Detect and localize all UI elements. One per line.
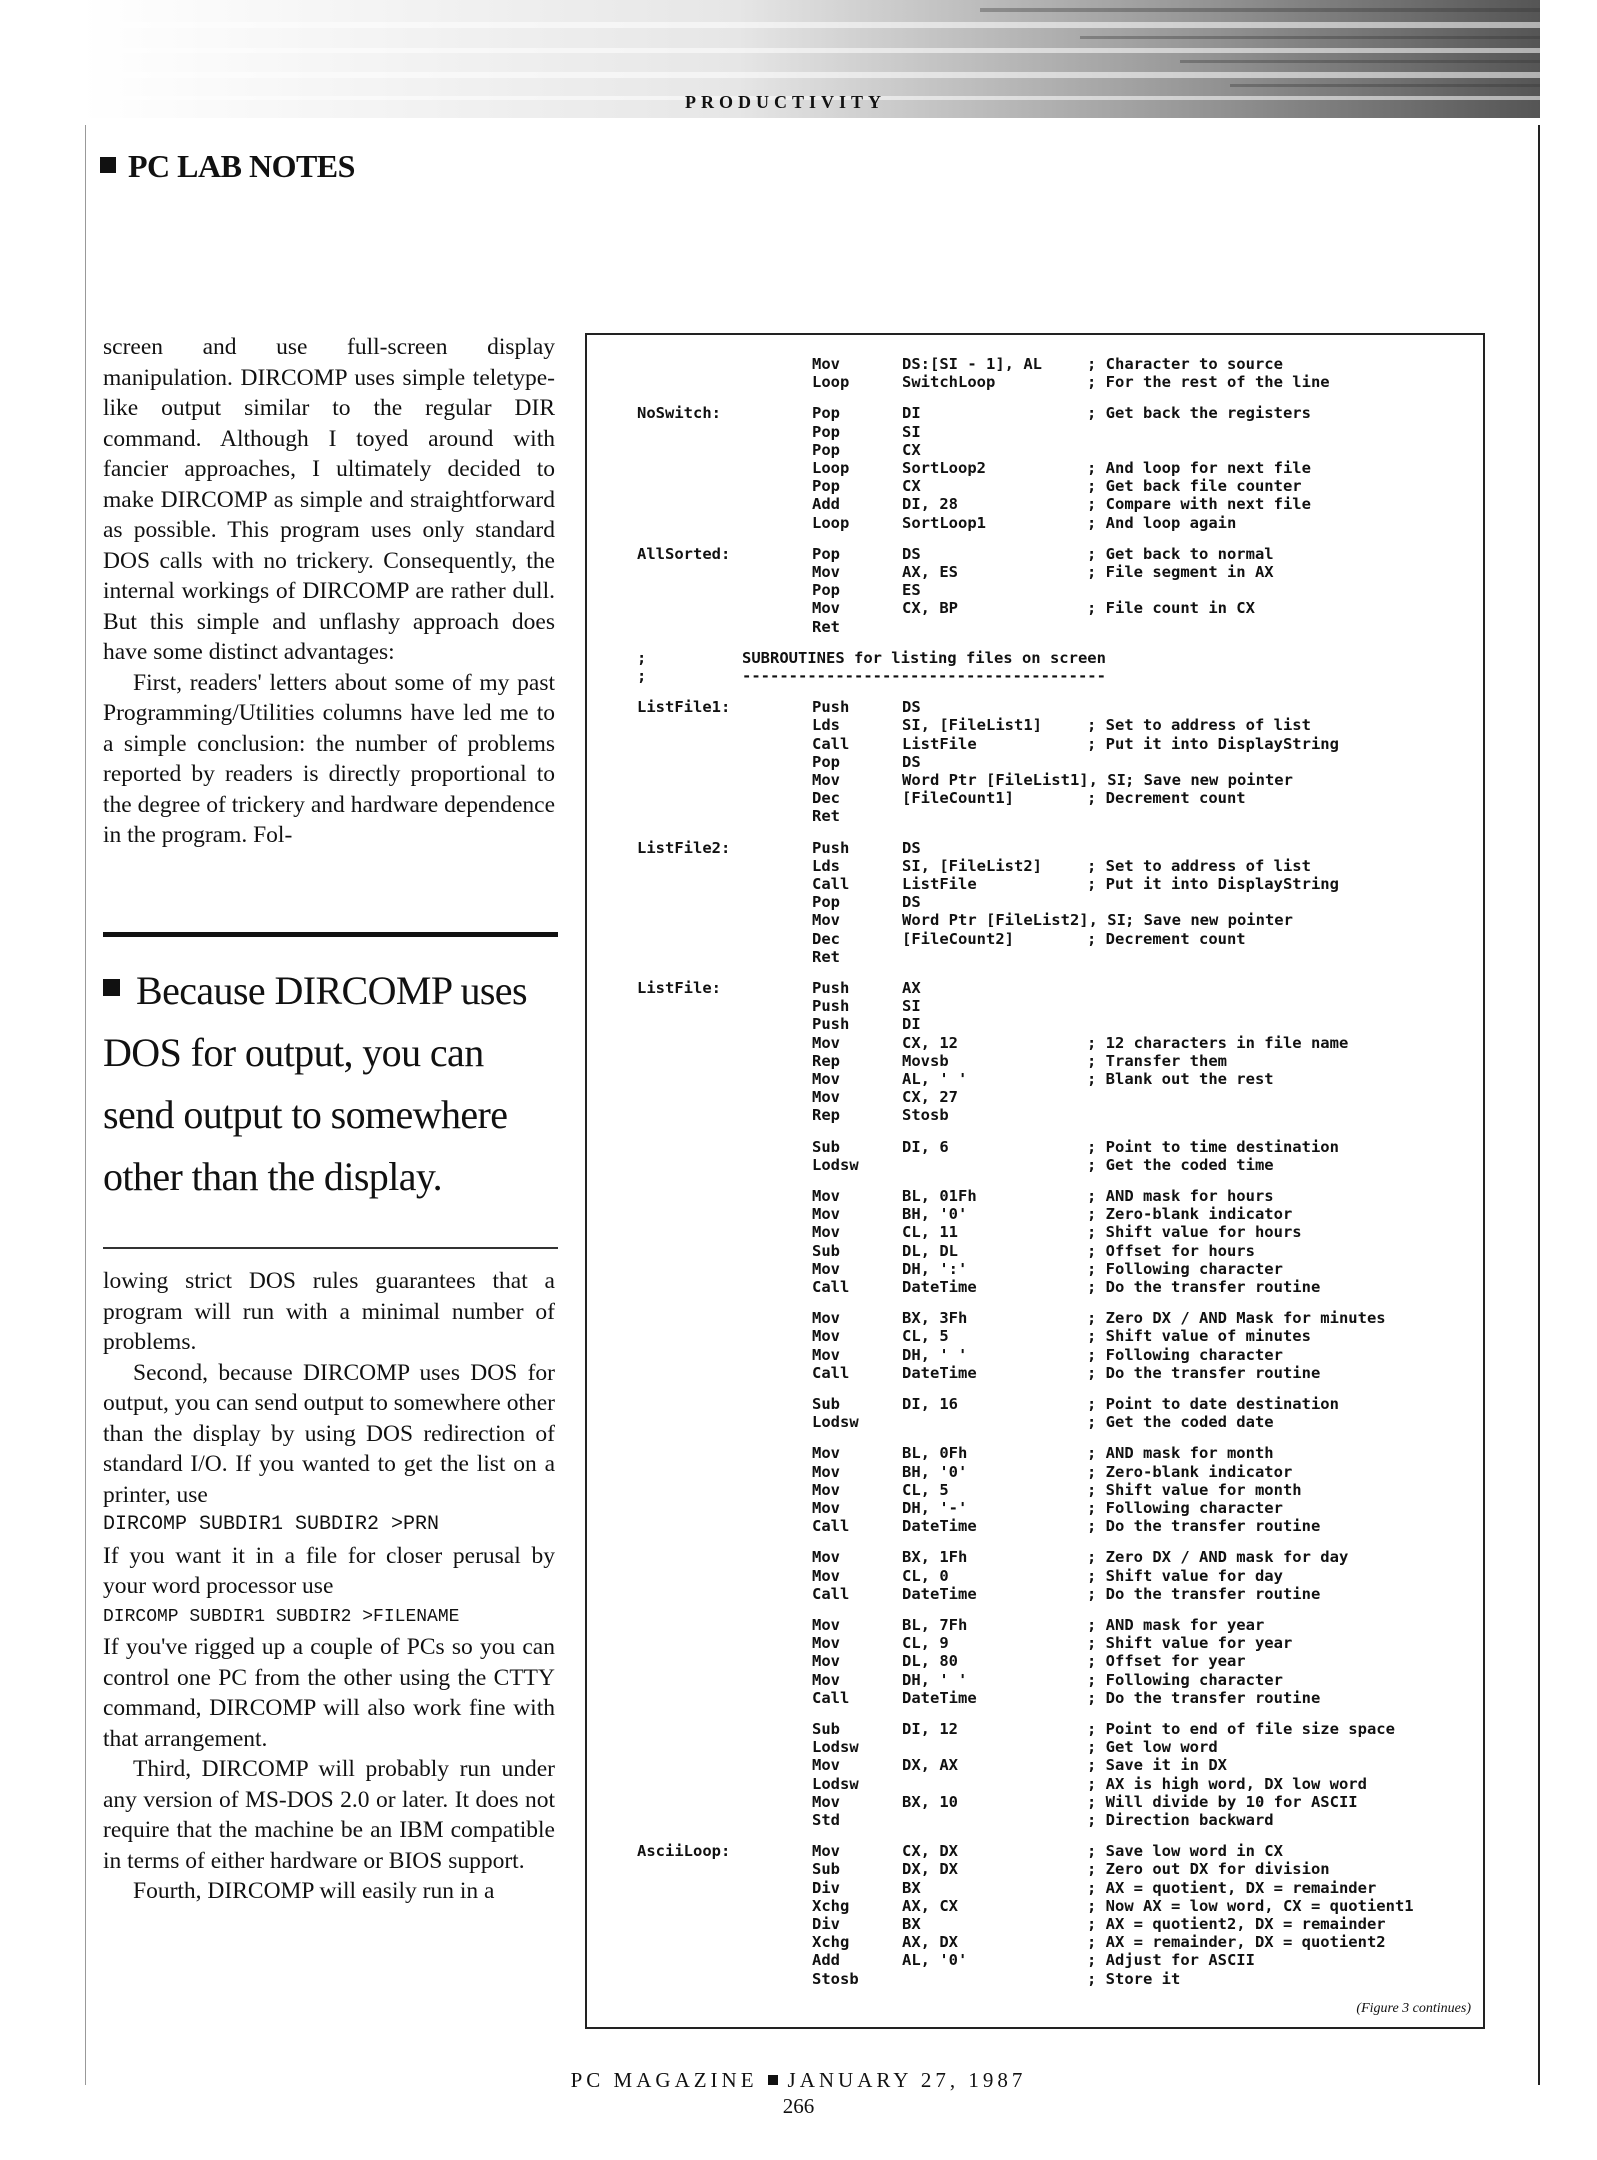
listing-comment: ; Now AX = low word, CX = quotient1 [1087, 1896, 1414, 1915]
listing-comment: ; Zero out DX for division [1087, 1860, 1330, 1879]
listing-operands: DS [902, 838, 921, 857]
footer-bullet-icon [768, 2075, 778, 2085]
body-paragraph: If you want it in a file for closer perusal by your word processor use [103, 1542, 555, 1599]
listing-comment: ; Save new pointer [1097, 771, 1293, 789]
body-paragraph: First, readers' letters about some of my past Programming/Utilities columns have led me to a simple conclusion: the number of problems reported by readers is directly proportional to the degree of trickery and hardware dependence in the program. Fol- [103, 669, 555, 848]
listing-operands: BH, '0' [902, 1462, 968, 1481]
listing-opcode: Mov [812, 1345, 840, 1364]
listing-operands: DH, '-' [902, 1499, 968, 1517]
bullet-square-icon [103, 979, 120, 996]
listing-opcode: Push [812, 698, 850, 717]
listing-operands: CL, 11 [902, 1223, 958, 1242]
page-frame-left [85, 125, 86, 2085]
listing-opcode: Mov [812, 1309, 840, 1328]
listing-operands: DI, 16 [902, 1395, 958, 1413]
page-number: 266 [782, 2094, 815, 2118]
listing-opcode: Pop [812, 404, 840, 423]
listing-operands: CX, 27 [902, 1088, 958, 1107]
listing-opcode: Mov [812, 1756, 840, 1775]
listing-opcode: Mov [812, 1033, 840, 1052]
listing-comment: ; Offset for hours [1087, 1241, 1255, 1260]
listing-operands: Stosb [902, 1106, 949, 1125]
listing-operands: AX, DX [902, 1933, 958, 1952]
listing-opcode: Mov [812, 1462, 840, 1481]
listing-label: ListFile: [637, 979, 721, 997]
listing-operands: DH, ' ' [902, 1345, 968, 1364]
column-title [100, 148, 355, 185]
bullet-square-icon [100, 157, 116, 173]
listing-opcode: Call [812, 875, 850, 893]
listing-comment: ; Do the transfer routine [1087, 1517, 1321, 1536]
listing-opcode: Ret [812, 617, 840, 636]
listing-opcode: Mov [812, 1652, 840, 1671]
listing-comment: ; Do the transfer routine [1087, 1278, 1321, 1296]
listing-operands: DI, 28 [902, 495, 958, 514]
listing-comment: ; Shift value for year [1087, 1634, 1293, 1653]
listing-operands: DateTime [902, 1278, 977, 1296]
listing-comment: ; Get back file counter [1087, 477, 1302, 496]
listing-operands: DS:[SI - 1], AL [902, 355, 1042, 373]
listing-operands: DateTime [902, 1517, 977, 1536]
listing-comment: ; Get low word [1087, 1738, 1218, 1757]
listing-label: ; [637, 648, 647, 667]
listing-comment: ; AND mask for month [1087, 1444, 1274, 1463]
listing-opcode: Div [812, 1915, 840, 1933]
listing-opcode: Mov [812, 1548, 840, 1567]
listing-comment: ; Do the transfer routine [1087, 1688, 1321, 1707]
body-paragraph: lowing strict DOS rules guarantees that a program will run with a minimal number of problems. [103, 1268, 555, 1355]
listing-opcode: Mov [812, 599, 840, 618]
listing-opcode: Mov [812, 911, 840, 930]
listing-comment: ; Get the coded date [1087, 1413, 1274, 1432]
listing-opcode: Pop [812, 440, 840, 459]
listing-comment: ; AND mask for hours [1087, 1187, 1274, 1205]
listing-comment: ; Decrement count [1087, 789, 1246, 808]
listing-comment: ; Do the transfer routine [1087, 1363, 1321, 1382]
listing-opcode: Call [812, 1584, 850, 1603]
listing-operands: DH, ' ' [902, 1670, 968, 1689]
footer-date: JANUARY 27, 1987 [787, 2068, 1027, 2092]
listing-operands: DS [902, 698, 921, 717]
listing-opcode: Stosb [812, 1969, 859, 1988]
listing-operands: BX [902, 1878, 921, 1897]
listing-operands: AL, ' ' [902, 1070, 968, 1088]
listing-operands: BH, '0' [902, 1205, 968, 1224]
listing-comment: ; Following character [1087, 1670, 1283, 1689]
listing-opcode: Mov [812, 771, 840, 789]
listing-comment: ; AX is high word, DX low word [1087, 1774, 1367, 1793]
listing-opcode: Mov [812, 563, 840, 581]
listing-comment: ; Zero DX / AND Mask for minutes [1087, 1309, 1386, 1328]
listing-comment: ; Shift value for month [1087, 1480, 1302, 1499]
listing-comment: ; Compare with next file [1087, 495, 1311, 514]
body-paragraph: Third, DIRCOMP will probably run under any version of MS-DOS 2.0 or later. It does not require that the machine be an IBM compatible in terms of either hardware or BIOS support. [103, 1756, 555, 1874]
page-frame-right [1538, 125, 1540, 2085]
listing-comment: ; Zero-blank indicator [1087, 1462, 1293, 1481]
body-paragraph: screen and use full-screen display manipulation. DIRCOMP uses simple teletype-like output similar to the regular DIR command. Although I toyed around with fancier approaches, I ultimately decided to make DIRCOMP as simple and straightforward as possible. This program uses only standard DOS calls with no trickery. Consequently, the internal workings of DIRCOMP are rather dull. But this simple and unflashy approach does have some distinct advantages: [103, 334, 555, 665]
listing-comment: ; AX = remainder, DX = quotient2 [1087, 1933, 1386, 1952]
listing-opcode: Mov [812, 1444, 840, 1463]
listing-opcode: Pop [812, 422, 840, 441]
code-listing-figure [585, 333, 1485, 2029]
listing-operands: BX, 1Fh [902, 1548, 968, 1567]
listing-opcode: Sub [812, 1241, 840, 1260]
listing-operands: Word Ptr [FileList2], SI [902, 911, 1126, 930]
listing-opcode: Push [812, 1015, 850, 1034]
listing-opcode: Rep [812, 1051, 840, 1070]
listing-comment: ; Save it in DX [1087, 1756, 1227, 1775]
listing-operands: Word Ptr [FileList1], SI [902, 771, 1126, 789]
listing-comment: ; Save low word in CX [1087, 1842, 1283, 1861]
listing-operands: SI, [FileList1] [902, 716, 1042, 735]
listing-opcode: Mov [812, 1499, 840, 1517]
listing-opcode: Mov [812, 1566, 840, 1585]
listing-operands: CX, 12 [902, 1033, 958, 1052]
listing-opcode: Call [812, 1688, 850, 1707]
pull-quote-text: Because DIRCOMP uses DOS for output, you can send output to somewhere other than the display. [103, 968, 527, 1199]
listing-comment: ; Get back the registers [1087, 404, 1311, 423]
article-column-upper [103, 332, 555, 851]
listing-operands: BX, 10 [902, 1792, 958, 1811]
listing-operands: DS [902, 752, 921, 771]
command-example: DIRCOMP SUBDIR1 SUBDIR2 >FILENAME [103, 1606, 460, 1627]
listing-operands: BL, 7Fh [902, 1616, 968, 1634]
listing-comment: ; For the rest of the line [1087, 373, 1330, 392]
listing-operands: AX [902, 979, 921, 997]
listing-opcode: Lodsw [812, 1413, 859, 1432]
listing-comment: ; Shift value of minutes [1087, 1327, 1311, 1346]
listing-section-comment: SUBROUTINES for listing files on screen [742, 648, 1106, 667]
listing-comment: ; Shift value for hours [1087, 1223, 1302, 1242]
listing-opcode: Mov [812, 1792, 840, 1811]
listing-operands: [FileCount1] [902, 789, 1014, 808]
listing-opcode: Pop [812, 477, 840, 496]
listing-operands: SortLoop2 [902, 459, 986, 477]
listing-operands: DI, 6 [902, 1137, 949, 1156]
listing-comment: ; Direction backward [1087, 1811, 1274, 1829]
listing-comment: ; And loop for next file [1087, 459, 1311, 477]
listing-comment: ; Following character [1087, 1345, 1283, 1364]
listing-opcode: Mov [812, 1259, 840, 1278]
listing-opcode: Lodsw [812, 1774, 859, 1793]
listing-opcode: Ret [812, 807, 840, 826]
listing-operands: DI [902, 404, 921, 423]
listing-opcode: Loop [812, 373, 850, 392]
listing-opcode: Xchg [812, 1896, 850, 1915]
listing-opcode: Xchg [812, 1933, 850, 1952]
listing-operands: BX [902, 1915, 921, 1933]
pull-quote-rule-bottom [103, 1247, 558, 1249]
footer-magazine: PC MAGAZINE [570, 2068, 758, 2092]
listing-opcode: Mov [812, 1634, 840, 1653]
listing-operands: DateTime [902, 1584, 977, 1603]
listing-opcode: Mov [812, 355, 840, 373]
listing-operands: DX, AX [902, 1756, 958, 1775]
listing-comment: ; Adjust for ASCII [1087, 1951, 1255, 1970]
listing-opcode: Mov [812, 1842, 840, 1861]
listing-opcode: Lds [812, 716, 840, 735]
listing-opcode: Sub [812, 1720, 840, 1738]
listing-operands: [FileCount2] [902, 929, 1014, 948]
listing-opcode: Mov [812, 1223, 840, 1242]
listing-comment: ; 12 characters in file name [1087, 1033, 1349, 1052]
listing-label: ListFile2: [637, 838, 731, 857]
listing-opcode: Push [812, 997, 850, 1016]
listing-opcode: Pop [812, 581, 840, 600]
section-label: PRODUCTIVITY [685, 92, 887, 112]
listing-comment: ; Set to address of list [1087, 716, 1311, 735]
listing-comment: ; Blank out the rest [1087, 1070, 1274, 1088]
listing-opcode: Call [812, 1517, 850, 1536]
listing-comment: ; Store it [1087, 1969, 1181, 1988]
listing-opcode: Add [812, 495, 840, 514]
listing-opcode: Loop [812, 513, 850, 532]
listing-opcode: Dec [812, 929, 840, 948]
listing-comment: ; Save new pointer [1097, 911, 1293, 930]
listing-operands: CX, DX [902, 1842, 958, 1861]
listing-comment: ; File segment in AX [1087, 563, 1274, 581]
listing-label: ListFile1: [637, 698, 731, 717]
listing-operands: DL, DL [902, 1241, 958, 1260]
listing-opcode: Lds [812, 856, 840, 875]
figure-caption: (Figure 3 continues) [1356, 2001, 1471, 2016]
listing-comment: ; Get back to normal [1087, 544, 1274, 563]
listing-opcode: Mov [812, 1070, 840, 1088]
listing-comment: ; Transfer them [1087, 1051, 1227, 1070]
listing-opcode: Rep [812, 1106, 840, 1125]
listing-label: AsciiLoop: [637, 1842, 731, 1861]
listing-label: ; [637, 667, 647, 685]
listing-comment: ; Decrement count [1087, 929, 1246, 948]
listing-comment: ; Point to date destination [1087, 1395, 1339, 1413]
listing-comment: ; AND mask for year [1087, 1616, 1265, 1634]
pull-quote [103, 960, 563, 1208]
listing-operands: BX, 3Fh [902, 1309, 968, 1328]
listing-opcode: Lodsw [812, 1155, 859, 1174]
listing-operands: DS [902, 893, 921, 912]
listing-operands: SI, [FileList2] [902, 856, 1042, 875]
listing-opcode: Mov [812, 1327, 840, 1346]
listing-opcode: Sub [812, 1860, 840, 1879]
column-title-text: PC LAB NOTES [128, 148, 355, 184]
listing-operands: DI, 12 [902, 1720, 958, 1738]
listing-opcode: Call [812, 734, 850, 753]
listing-opcode: Ret [812, 947, 840, 966]
listing-comment: ; Zero-blank indicator [1087, 1205, 1293, 1224]
listing-comment: ; Set to address of list [1087, 856, 1311, 875]
listing-operands: CX [902, 477, 921, 496]
command-example: DIRCOMP SUBDIR1 SUBDIR2 >PRN [103, 1513, 440, 1536]
listing-opcode: Loop [812, 459, 850, 477]
listing-operands: ListFile [902, 734, 977, 753]
listing-comment: ; AX = quotient, DX = remainder [1087, 1878, 1377, 1897]
listing-opcode: Push [812, 979, 850, 997]
listing-operands: DI [902, 1015, 921, 1034]
listing-comment: ; Put it into DisplayString [1087, 734, 1339, 753]
listing-operands: DH, ':' [902, 1259, 968, 1278]
listing-operands: SortLoop1 [902, 513, 986, 532]
listing-opcode: Add [812, 1951, 840, 1970]
body-paragraph: Second, because DIRCOMP uses DOS for output, you can send output to somewhere other than the display by using DOS redirection of standard I/O. If you wanted to get the list on a printer, use [103, 1359, 555, 1508]
listing-comment: ; Point to time destination [1087, 1137, 1339, 1156]
listing-opcode: Mov [812, 1205, 840, 1224]
listing-operands: CX, BP [902, 599, 958, 618]
listing-operands: DX, DX [902, 1860, 958, 1879]
listing-opcode: Call [812, 1363, 850, 1382]
listing-comment: ; Put it into DisplayString [1087, 875, 1339, 893]
listing-operands: SI [902, 997, 921, 1016]
listing-comment: ; AX = quotient2, DX = remainder [1087, 1915, 1386, 1933]
listing-comment: ; Shift value for day [1087, 1566, 1283, 1585]
listing-operands: DateTime [902, 1688, 977, 1707]
listing-opcode: Sub [812, 1395, 840, 1413]
article-column-lower [103, 1266, 555, 1907]
listing-comment: ; Point to end of file size space [1087, 1720, 1395, 1738]
listing-label: NoSwitch: [637, 404, 721, 423]
listing-operands: Movsb [902, 1051, 949, 1070]
body-paragraph: If you've rigged up a couple of PCs so you can control one PC from the other using the CTTY command, DIRCOMP will also work fine with that arrangement. [103, 1634, 555, 1752]
listing-comment: ; Offset for year [1087, 1652, 1246, 1671]
listing-operands: BL, 0Fh [902, 1444, 968, 1463]
listing-operands: AX, CX [902, 1896, 958, 1915]
listing-section-comment: --------------------------------------- [742, 667, 1106, 685]
listing-operands: BL, 01Fh [902, 1187, 977, 1205]
page-footer [0, 2068, 1597, 2093]
listing-operands: CL, 5 [902, 1480, 949, 1499]
listing-comment: ; And loop again [1087, 513, 1237, 532]
listing-operands: AL, '0' [902, 1951, 968, 1970]
listing-comment: ; File count in CX [1087, 599, 1255, 618]
listing-operands: DateTime [902, 1363, 977, 1382]
listing-operands: CX [902, 440, 921, 459]
listing-opcode: Pop [812, 893, 840, 912]
listing-operands: SI [902, 422, 921, 441]
listing-operands: CL, 5 [902, 1327, 949, 1346]
listing-comment: ; Character to source [1087, 355, 1283, 373]
listing-operands: DL, 80 [902, 1652, 958, 1671]
listing-opcode: Call [812, 1278, 850, 1296]
listing-operands: ListFile [902, 875, 977, 893]
listing-operands: CL, 0 [902, 1566, 949, 1585]
listing-opcode: Sub [812, 1137, 840, 1156]
listing-opcode: Pop [812, 544, 840, 563]
listing-comment: ; Do the transfer routine [1087, 1584, 1321, 1603]
listing-opcode: Mov [812, 1670, 840, 1689]
listing-operands: AX, ES [902, 563, 958, 581]
listing-comment: ; Zero DX / AND mask for day [1087, 1548, 1349, 1567]
listing-operands: SwitchLoop [902, 373, 996, 392]
listing-opcode: Mov [812, 1616, 840, 1634]
listing-comment: ; Get the coded time [1087, 1155, 1274, 1174]
listing-comment: ; Will divide by 10 for ASCII [1087, 1792, 1358, 1811]
listing-opcode: Mov [812, 1088, 840, 1107]
listing-label: AllSorted: [637, 544, 731, 563]
listing-comment: ; Following character [1087, 1499, 1283, 1517]
listing-opcode: Mov [812, 1480, 840, 1499]
listing-opcode: Dec [812, 789, 840, 808]
listing-operands: CL, 9 [902, 1634, 949, 1653]
listing-opcode: Std [812, 1811, 840, 1829]
listing-comment: ; Following character [1087, 1259, 1283, 1278]
listing-opcode: Pop [812, 752, 840, 771]
listing-operands: DS [902, 544, 921, 563]
listing-opcode: Mov [812, 1187, 840, 1205]
pull-quote-rule-top [103, 932, 558, 937]
listing-opcode: Div [812, 1878, 840, 1897]
listing-operands: ES [902, 581, 921, 600]
listing-opcode: Push [812, 838, 850, 857]
body-paragraph: Fourth, DIRCOMP will easily run in a [133, 1878, 495, 1904]
listing-opcode: Lodsw [812, 1738, 859, 1757]
